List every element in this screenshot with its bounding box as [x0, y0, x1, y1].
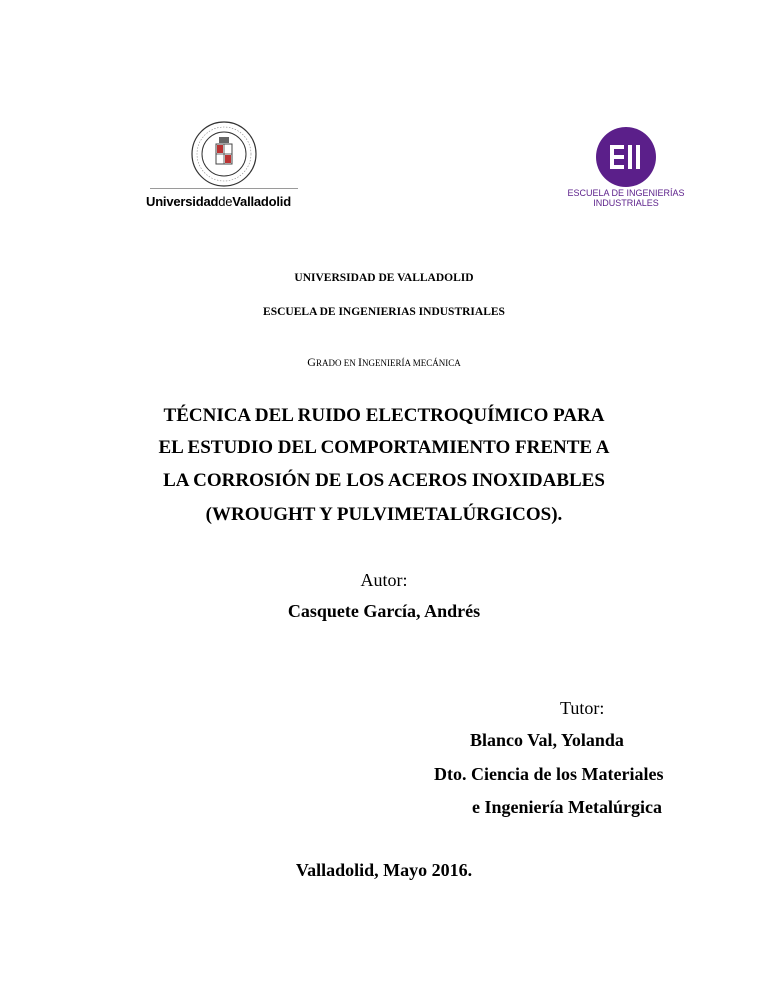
degree-rado: RADO EN	[315, 358, 358, 368]
thesis-title-line-2: EL ESTUDIO DEL COMPORTAMIENTO FRENTE A	[158, 437, 610, 458]
uva-logo	[146, 120, 301, 212]
degree-i: I	[357, 355, 362, 369]
eii-wordmark	[560, 188, 692, 208]
author-label: Autor:	[360, 570, 408, 590]
place-date: Valladolid, Mayo 2016.	[295, 860, 473, 880]
tutor-label: Tutor:	[560, 698, 605, 718]
uva-divider	[150, 188, 298, 189]
degree-name	[0, 355, 768, 370]
tutor-name: Blanco Val, Yolanda	[470, 730, 624, 750]
department-line-1: Dto. Ciencia de los Materiales	[434, 764, 664, 784]
thesis-title-line-3: LA CORROSIÓN DE LOS ACEROS INOXIDABLES	[163, 470, 605, 491]
author-name: Casquete García, Andrés	[287, 601, 481, 621]
eii-emblem-icon	[596, 127, 656, 187]
thesis-title-line-4: (WROUGHT Y PULVIMETALÚRGICOS).	[205, 504, 563, 525]
department-line-2: e Ingeniería Metalúrgica	[472, 797, 662, 817]
uva-wordmark-part3: Valladolid	[232, 194, 291, 209]
degree-g: G	[307, 355, 316, 369]
uva-wordmark-part1: Universidad	[146, 194, 219, 209]
uva-seal-icon	[190, 120, 258, 188]
eii-line2: INDUSTRIALES	[593, 198, 659, 208]
eii-logo	[560, 127, 685, 212]
uva-wordmark	[146, 194, 291, 209]
thesis-title-line-1: TÉCNICA DEL RUIDO ELECTROQUÍMICO PARA	[163, 405, 605, 426]
uva-wordmark-part2: de	[218, 194, 233, 209]
university-name: UNIVERSIDAD DE VALLADOLID	[294, 272, 474, 284]
school-name: ESCUELA DE INGENIERIAS INDUSTRIALES	[263, 306, 505, 318]
degree-ngenieria: NGENIERÍA MECÁNICA	[361, 358, 461, 368]
eii-line1: ESCUELA DE INGENIERÍAS	[567, 188, 685, 198]
